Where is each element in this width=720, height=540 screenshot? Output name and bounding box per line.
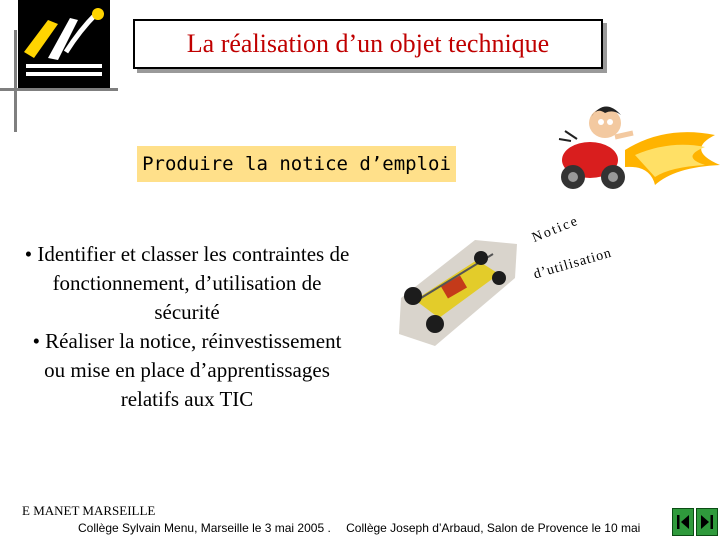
nav-first-icon: [675, 513, 691, 531]
utilisation-word: d’utilisation: [532, 245, 614, 283]
notice-word: Notice: [530, 213, 582, 246]
nav-last-icon: [699, 513, 715, 531]
slide-navigation: [672, 508, 720, 540]
decorative-vertical-line: [14, 30, 17, 132]
slide-subtitle: Produire la notice d’emploi: [137, 146, 456, 182]
bullet-item: • Identifier et classer les contraintes de fonctionnement, d’utilisation de sécurité: [24, 242, 350, 324]
nav-last-button[interactable]: [696, 508, 718, 536]
notice-label: [528, 210, 658, 300]
author-text: E MANET MARSEILLE: [22, 503, 156, 518]
footer-right: Collège Joseph d’Arbaud, Salon de Provence le 10 mai: [346, 521, 641, 535]
slide-title-box: [133, 19, 603, 69]
decorative-horizontal-line: [0, 88, 118, 91]
scooter-clipart-icon: [555, 95, 720, 195]
bullet-list: [22, 240, 352, 414]
footer-text: [78, 521, 640, 535]
footer-left: Collège Sylvain Menu, Marseille le 3 mai 2005 .: [78, 521, 331, 535]
nav-first-button[interactable]: [672, 508, 694, 536]
academie-logo-icon: [18, 0, 110, 88]
slide-title: La réalisation d’un objet technique: [186, 29, 550, 58]
toy-car-photo-icon: [395, 238, 517, 346]
bullet-item: • Réaliser la notice, réinvestissement ou mise en place d’apprentissages relatifs aux TIC: [32, 329, 342, 411]
